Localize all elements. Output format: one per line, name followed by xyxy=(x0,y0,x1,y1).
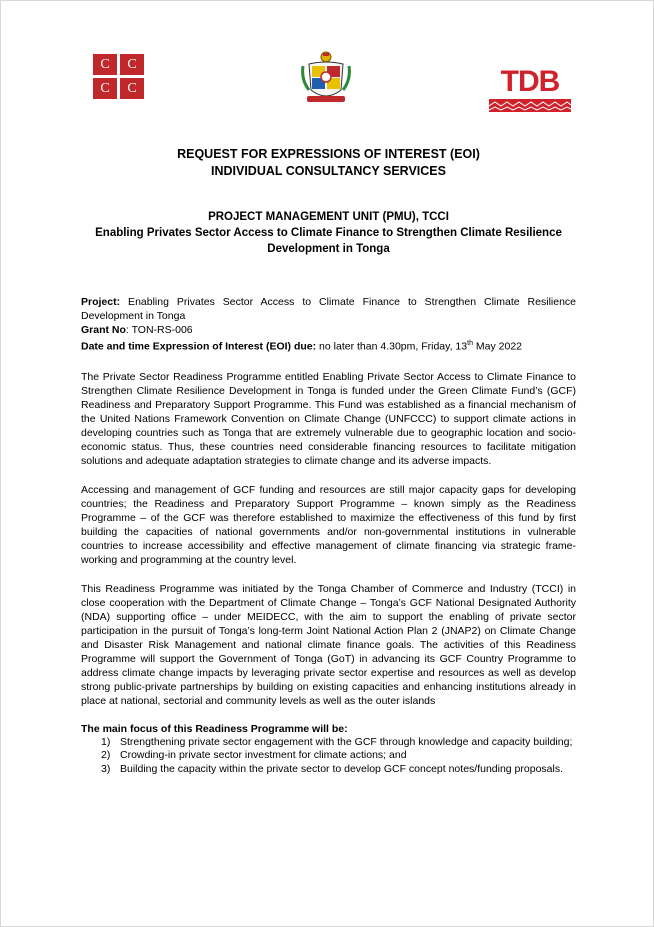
title-line-1: REQUEST FOR EXPRESSIONS OF INTEREST (EOI) xyxy=(177,147,480,161)
focus-heading: The main focus of this Readiness Programme will be: xyxy=(81,722,348,735)
pmu-line: PROJECT MANAGEMENT UNIT (PMU), TCCI xyxy=(208,211,449,223)
logo-cc-letter: C xyxy=(93,54,117,75)
paragraph: Accessing and management of GCF funding and resources are still major capacity gaps for developing countries; the Readiness and Preparatory Support Programme – known simply as the Readiness Programme – of the GCF was therefore established to maximize the effectiveness of this fund by first building the capacities of national governments and/or non-governmental institutions in vulnerable countries to increase accessibility and effective management of climate financing via strategic frame-working and programming at the country level. xyxy=(81,483,576,566)
due-date-suffix: th xyxy=(467,340,473,347)
document-body xyxy=(81,146,576,776)
chamber-of-commerce-logo xyxy=(93,54,145,100)
project-meta xyxy=(81,295,576,354)
due-date-value: no later than 4.30pm, Friday, 13 xyxy=(316,340,468,353)
list-item xyxy=(81,763,576,776)
grant-field xyxy=(81,323,576,337)
logo-cc-letter: C xyxy=(93,78,117,99)
paragraph: This Readiness Programme was initiated by the Tonga Chamber of Commerce and Industry (TCCI) in close cooperation with the Department of Climate Change – Tonga’s GCF National Designated Authority (NDA) supporting office – under MEIDECC, with the aim to support the enabling of private sector participation in the pursuit of Tonga’s long-term Joint National Action Plan 2 (JNAP2) on Climate Change and Disaster Risk Management and national climate finance goals. The activities of this Readiness Programme will support the Government of Tonga (GoT) in advancing its GCF Country Programme to address climate change impacts by leveraging private sector expertise and resources as well as develop strong public-private partnerships by building on existing capacities and enhancing institutions already in place at national, sectorial and community levels as well as the outer islands xyxy=(81,582,576,707)
project-label: Project: xyxy=(81,296,121,308)
list-text: Strengthening private sector engagement with the GCF through knowledge and capacity building; xyxy=(120,735,573,748)
focus-list xyxy=(81,736,576,776)
tdb-logo xyxy=(489,67,571,111)
tonga-coat-of-arms-icon xyxy=(301,50,351,106)
list-item xyxy=(81,736,576,749)
title-line-2: INDIVIDUAL CONSULTANCY SERVICES xyxy=(211,164,446,178)
project-value: Enabling Privates Sector Access to Climate Finance to Strengthen Climate Resilience Development in Tonga xyxy=(81,296,576,322)
project-heading xyxy=(81,209,576,257)
due-date-end: May 2022 xyxy=(472,340,522,353)
logo-cc-letter: C xyxy=(120,54,144,75)
list-text: Crowding-in private sector investment for climate actions; and xyxy=(120,749,407,761)
list-number: 3) xyxy=(101,762,111,775)
logo-cc-letter: C xyxy=(120,78,144,99)
paragraph: The Private Sector Readiness Programme entitled Enabling Private Sector Access to Climate Finance to Strengthen Climate Resilience Development in Tonga is funded under the Green Climate Fund’s (GCF) Readiness and Preparatory Support Programme. This Fund was established as a financial mechanism of the United Nations Framework Convention on Climate Change (UNFCCC) to support climate actions in developing countries such as Tonga that are extremely vulnerable due to geographic location and socio-economic status. Thus, these countries need considerable financing resources to facilitate mitigation solutions and adequate adaptation strategies to climate change and its adverse impacts. xyxy=(81,370,576,467)
due-date-label: Date and time Expression of Interest (EOI) due: xyxy=(81,340,317,353)
tdb-logo-pattern xyxy=(489,99,571,110)
grant-label: Grant No xyxy=(81,324,126,336)
list-number: 1) xyxy=(101,735,111,748)
grant-value: : TON-RS-006 xyxy=(125,324,193,336)
tdb-logo-text: TDB xyxy=(500,65,560,98)
list-item xyxy=(81,749,576,762)
project-name-line: Enabling Privates Sector Access to Climate Finance to Strengthen Climate Resilience Development in Tonga xyxy=(95,227,562,255)
project-field xyxy=(81,295,576,323)
list-number: 2) xyxy=(101,749,111,761)
due-date-field xyxy=(81,337,576,354)
list-text: Building the capacity within the private sector to develop GCF concept notes/funding proposals. xyxy=(120,762,564,775)
document-title xyxy=(81,146,576,180)
header-logos xyxy=(1,1,653,131)
